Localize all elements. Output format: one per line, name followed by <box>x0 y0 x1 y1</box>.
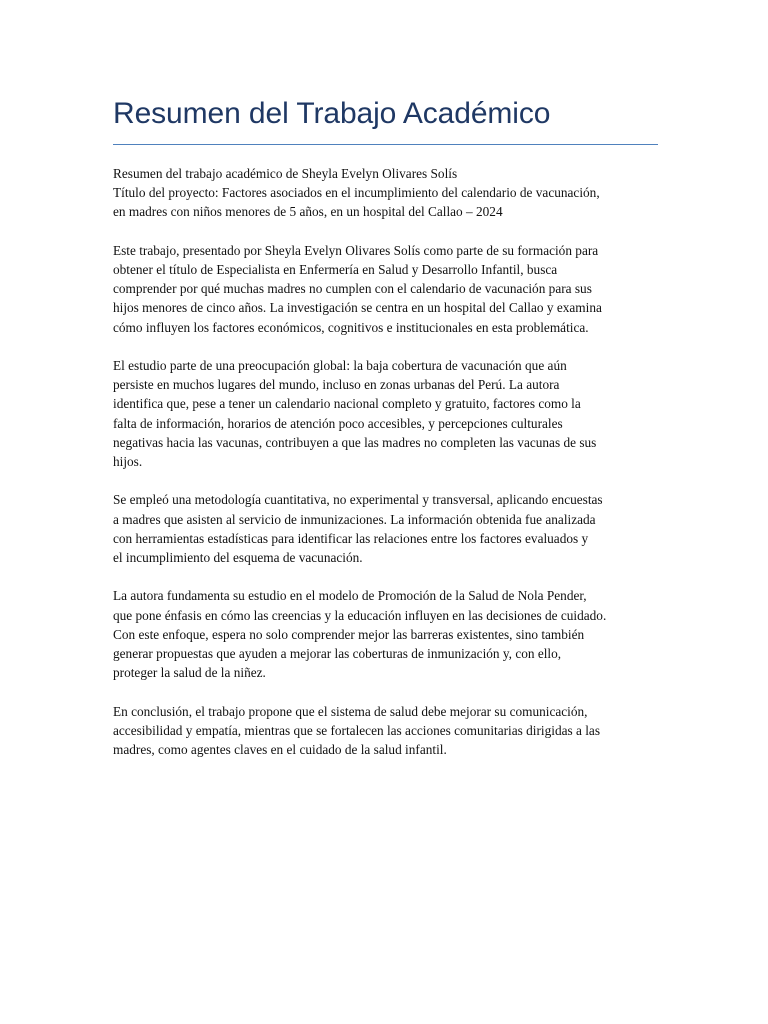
paragraph-line: el incumplimiento del esquema de vacunación. <box>113 550 363 566</box>
paragraph-line: obtener el título de Especialista en Enfermería en Salud y Desarrollo Infantil, busca <box>113 262 558 277</box>
paragraph-line: negativas hacia las vacunas, contribuyen a que las madres no completen las vacunas de sus <box>113 434 597 450</box>
paragraph-line: El estudio parte de una preocupación global: la baja cobertura de vacunación que aún <box>113 358 567 373</box>
paragraph-line: La autora fundamenta su estudio en el modelo de Promoción de la Salud de Nola Pender, <box>113 588 587 604</box>
paragraph-line: hijos menores de cinco años. La investigación se centra en un hospital del Callao y examina <box>113 300 602 316</box>
author-line: Resumen del trabajo académico de Sheyla Evelyn Olivares Solís <box>113 166 458 181</box>
document-page <box>113 92 658 759</box>
paragraph-line: falta de información, horarios de atención poco accesibles, y percepciones culturales <box>113 415 563 431</box>
paragraph-line: Se empleó una metodología cuantitativa, no experimental y transversal, aplicando encuestas <box>113 492 603 508</box>
paragraph-line: cómo influyen los factores económicos, cognitivos e institucionales en esta problemática. <box>113 319 589 335</box>
paragraph-context <box>113 356 658 471</box>
project-title-line-2: en madres con niños menores de 5 años, en un hospital del Callao – 2024 <box>113 204 503 220</box>
paragraph-introduction <box>113 241 658 337</box>
header-block <box>113 164 658 222</box>
paragraph-line: comprender por qué muchas madres no cumplen con el calendario de vacunación para sus <box>113 281 592 297</box>
project-title-line: Título del proyecto: Factores asociados en el incumplimiento del calendario de vacunación, <box>113 185 600 201</box>
document-title: Resumen del Trabajo Académico <box>113 92 658 145</box>
paragraph-framework <box>113 586 658 682</box>
paragraph-conclusion <box>113 702 658 760</box>
paragraph-line: Este trabajo, presentado por Sheyla Evelyn Olivares Solís como parte de su formación para <box>113 242 599 258</box>
paragraph-line: En conclusión, el trabajo propone que el sistema de salud debe mejorar su comunicación, <box>113 703 588 719</box>
paragraph-line: que pone énfasis en cómo las creencias y la educación influyen en las decisiones de cuidado. <box>113 607 607 623</box>
paragraph-line: Con este enfoque, espera no solo comprender mejor las barreras existentes, sino también <box>113 626 585 642</box>
paragraph-line: accesibilidad y empatía, mientras que se fortalecen las acciones comunitarias dirigidas a las <box>113 722 600 738</box>
paragraph-line: hijos. <box>113 454 143 470</box>
paragraph-line: madres, como agentes claves en el cuidado de la salud infantil. <box>113 742 447 758</box>
paragraph-line: con herramientas estadísticas para identificar las relaciones entre los factores evaluados y <box>113 530 589 546</box>
paragraph-line: a madres que asisten al servicio de inmunizaciones. La información obtenida fue analizada <box>113 511 596 527</box>
paragraph-line: proteger la salud de la niñez. <box>113 665 266 681</box>
paragraph-line: identifica que, pese a tener un calendario nacional completo y gratuito, factores como la <box>113 396 581 412</box>
paragraph-line: persiste en muchos lugares del mundo, incluso en zonas urbanas del Perú. La autora <box>113 377 560 393</box>
paragraph-line: generar propuestas que ayuden a mejorar las coberturas de inmunización y, con ello, <box>113 646 562 662</box>
paragraph-methodology <box>113 490 658 567</box>
